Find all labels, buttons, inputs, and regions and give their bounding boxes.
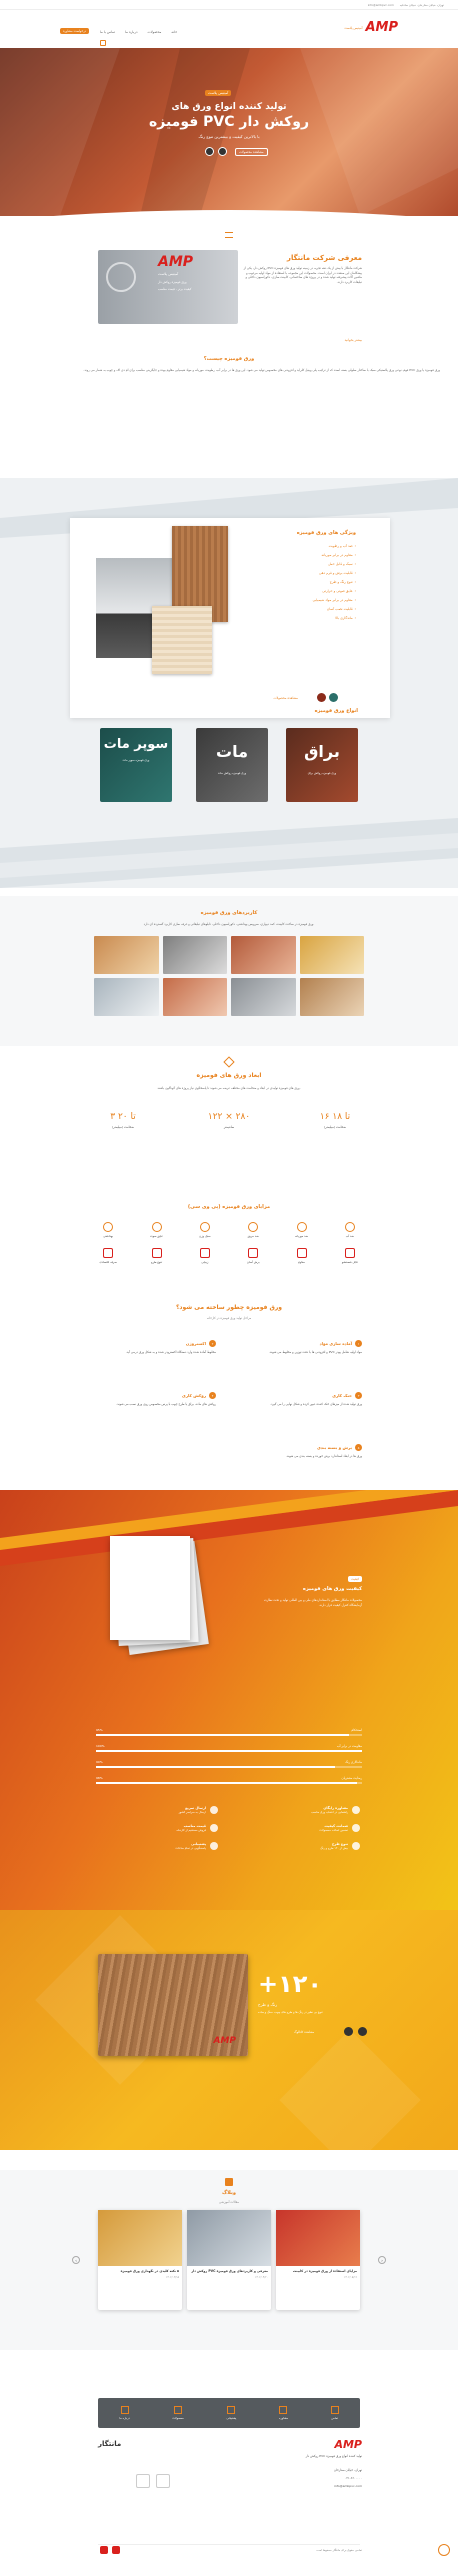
bar-fill — [96, 1750, 362, 1752]
footer — [0, 2434, 458, 2560]
features-icon-1[interactable] — [317, 693, 326, 702]
step-title: آماده سازی مواد — [319, 1341, 352, 1346]
benefits-grid — [84, 1222, 374, 1264]
service-item: ارسال سریع ارسال به سراسر کشور — [100, 1806, 218, 1814]
type-caption: ورق فومیزه روکش براق — [307, 771, 337, 775]
production-step — [242, 1392, 362, 1407]
sizes-title: ابعاد ورق های فومیزه — [196, 1072, 262, 1079]
topbar-address: تهران، خیابان ستارخان، خیابان صادقیه — [399, 3, 444, 7]
service-icon — [352, 1824, 360, 1832]
bar-label: ماندگاری رنگ — [345, 1760, 362, 1764]
feature-item: › مقاوم در برابر مواد شیمیایی — [312, 598, 356, 602]
footer-desc: تولید کننده انواع ورق فومیزه PVC روکش دار — [305, 2454, 362, 2458]
features-icon-2[interactable] — [329, 693, 338, 702]
gallery-image[interactable] — [94, 978, 159, 1016]
blog-card-date: ۱۴۰۲/۰۴/۲۰ — [255, 2276, 268, 2279]
blog-title: وبلاگ — [222, 2190, 236, 2196]
bar-percent: 100% — [96, 1744, 105, 1748]
cta-item[interactable]: تماس — [331, 2406, 339, 2420]
trust-badge[interactable] — [156, 2474, 170, 2488]
step-title: اکستروژن — [185, 1341, 206, 1346]
footer-email[interactable]: info@ambpvc.com — [334, 2484, 362, 2488]
footer-brand: مانتگار — [98, 2440, 122, 2448]
uses-gallery — [94, 936, 364, 1016]
size-value: ۱۶ تا ۱۸ — [319, 1112, 351, 1122]
menu-item[interactable]: تماس با ما — [100, 30, 116, 34]
main-menu — [100, 30, 177, 34]
cta-icon — [279, 2406, 287, 2414]
step-title: خنک کاری — [332, 1393, 352, 1398]
size-value: ۱۲۲ × ۲۸۰ — [207, 1112, 251, 1122]
cta-icon — [121, 2406, 129, 2414]
colors-label: رنگ و طرح — [258, 2002, 278, 2007]
blog-icon — [225, 2178, 233, 2186]
step-number: ۲ — [209, 1340, 216, 1347]
bar-percent: 90% — [96, 1760, 103, 1764]
blog-card-image — [98, 2210, 182, 2266]
colors-catalog-link[interactable]: مشاهده کاتالوگ — [294, 2030, 315, 2034]
gallery-image[interactable] — [231, 936, 296, 974]
features-title: ویژگی های ورق فومیزه — [296, 530, 356, 536]
gallery-image[interactable] — [94, 936, 159, 974]
bar-fill — [96, 1766, 335, 1768]
size-item — [88, 1112, 158, 1129]
blog-card-title: معرفی و کاربردهای ورق فومیزه PVC روکش دار — [191, 2269, 268, 2273]
cta-item[interactable]: درباره ما — [119, 2406, 129, 2420]
blog-section — [0, 2170, 458, 2350]
benefit-item: بهداشتی — [84, 1222, 132, 1238]
sizes-section — [0, 1050, 458, 1180]
benefit-icon — [248, 1222, 258, 1232]
bar-fill — [96, 1734, 349, 1736]
cta-icon — [227, 2406, 235, 2414]
type-caption: ورق فومیزه سوپر مات — [122, 758, 150, 763]
about-body: شرکت مانتگار با بیش از یک دهه تجربه در زمینه تولید ورق های فومیزه PVC روکش دار، یکی از پیشگامان این صنعت در ایران است. محصولات این مجموعه با استفاده از مواد اولیه مرغوب و ماشین آلات پیشرفته تولید شده و در پروژه های ساختمانی، کابینت سازی، دکوراسیون داخلی و تبلیغات کاربرد دارند. — [243, 266, 362, 284]
what-section — [0, 352, 458, 422]
contact-icon[interactable] — [205, 147, 214, 156]
uses-title: کاربردهای ورق فومیزه — [200, 910, 258, 916]
service-icon — [210, 1806, 218, 1814]
colors-body: تنوع بی نظیر در رنگ ها و طرح های چوب، سنگ و ساده — [258, 2010, 323, 2014]
quality-bar — [96, 1728, 362, 1736]
menu-item[interactable]: محصولات — [147, 30, 162, 34]
size-item — [194, 1112, 264, 1129]
benefit-item: عایق صوت — [132, 1222, 180, 1238]
blog-card-date: ۱۴۰۲/۰۵/۱۲ — [344, 2276, 357, 2279]
size-value: ۳ تا ۲۰ — [110, 1112, 136, 1122]
blog-card-date: ۱۴۰۲/۰۳/۱۵ — [166, 2276, 179, 2279]
wood-sample-card — [98, 1954, 248, 2056]
feature-item: › قابلیت نصب آسان — [326, 607, 356, 611]
production-title: ورق فومیزه چطور ساخته می شود؟ — [175, 1304, 283, 1311]
step-title: روکش کاری — [182, 1393, 206, 1398]
gallery-image[interactable] — [163, 978, 228, 1016]
quality-tag: کیفیت — [348, 1576, 362, 1582]
benefit-icon — [103, 1222, 113, 1232]
benefit-item: سبک وزن — [181, 1222, 229, 1238]
what-body: ورق فومیزه یا ورق PVC فوم، نوعی ورق پلاستیکی سبک با ساختار سلولی بسته است که از ترکیب پلی وینیل کلراید و افزودنی های مخصوص تولید می شود. این ورق ها در برابر آب، رطوبت، موریانه و مواد شیمیایی مقاوم بوده و جایگزینی مناسب برای ام دی اف و چوب به شمار می روند. — [83, 368, 440, 372]
blog-card-title: ۵ نکته کلیدی در نگهداری ورق فومیزه — [120, 2269, 179, 2273]
bar-label: مقاومت در برابر آب — [336, 1744, 362, 1748]
cta-strip — [98, 2398, 360, 2428]
menu-item[interactable]: درباره ما — [125, 30, 138, 34]
step-number: ۵ — [355, 1444, 362, 1451]
blog-card-image — [187, 2210, 271, 2266]
colors-count: +۱۲۰ — [258, 1970, 323, 1998]
instagram-icon[interactable] — [100, 2546, 108, 2554]
feature-item: › مقاوم در برابر موریانه — [321, 553, 356, 557]
step-body: مخلوط آماده شده وارد دستگاه اکسترودر شده و به شکل ورق درمی آید. — [125, 1350, 216, 1354]
about-card-logo: AMP — [158, 254, 194, 270]
topbar-email[interactable]: info@ambpvc.com — [367, 3, 394, 7]
benefit-icon — [152, 1222, 162, 1232]
telegram-icon[interactable] — [112, 2546, 120, 2554]
features-section — [0, 478, 458, 888]
scroll-top-button[interactable] — [438, 2544, 450, 2556]
hero-wave — [0, 200, 458, 220]
sizes-body: ورق های فومیزه تولیدی در ابعاد و ضخامت های مختلف عرضه می شوند تا پاسخگوی نیاز پروژه های گوناگون باشند. — [157, 1086, 301, 1090]
cta-item[interactable]: محصولات — [172, 2406, 183, 2420]
consult-button[interactable]: درخواست مشاوره — [60, 28, 89, 34]
hero-banner — [0, 48, 458, 216]
benefit-item: برش آسان — [229, 1248, 277, 1264]
service-item: پشتیبانی پاسخگویی در تمام ساعات — [100, 1842, 218, 1850]
benefit-icon — [103, 1248, 113, 1258]
feature-item: › عایق صوتی و حرارتی — [322, 589, 356, 593]
step-title: برش و بسته بندی — [317, 1445, 352, 1450]
blog-card[interactable] — [98, 2210, 182, 2310]
logo[interactable] — [344, 20, 398, 35]
feature-item: › تنوع رنگ و طرح — [329, 580, 356, 584]
type-name: مات — [216, 742, 248, 761]
slant-bottom — [0, 818, 458, 888]
benefit-icon — [200, 1248, 210, 1258]
service-icon — [352, 1806, 360, 1814]
hero-products-button[interactable]: مشاهده محصولات — [235, 148, 268, 156]
about-read-more-link[interactable]: بیشتر بخوانید — [344, 338, 362, 342]
size-label: ضخامت (میلیمتر) — [112, 1125, 134, 1129]
gallery-image[interactable] — [163, 936, 228, 974]
hero-title-2: فومیزه PVC روکش دار — [148, 114, 310, 130]
blog-card-image — [276, 2210, 360, 2266]
benefit-item: مقاوم — [277, 1248, 325, 1264]
about-card-brand: آمیتیس پلاست — [158, 272, 179, 276]
bar-label: استحکام — [351, 1728, 362, 1732]
blog-subtitle: مقالات آموزشی — [219, 2200, 239, 2204]
about-card-line2: کیفیت برتر - قیمت مناسب — [158, 287, 192, 291]
bar-percent: 98% — [96, 1776, 103, 1780]
feature-item: › قابلیت برش و فرم دهی — [318, 571, 356, 575]
type-caption: ورق فومیزه روکش مات — [217, 771, 247, 775]
cta-icon — [174, 2406, 182, 2414]
type-name: براق — [304, 742, 340, 761]
quality-bars — [96, 1728, 362, 1784]
main-header — [0, 12, 458, 48]
footer-logo[interactable]: AMP — [334, 2438, 362, 2451]
footer-divider — [98, 2544, 360, 2545]
step-body: مواد اولیه شامل پودر PVC و افزودنی ها با دقت توزین و مخلوط می شوند. — [268, 1350, 362, 1354]
paper-stack-image — [110, 1536, 210, 1656]
benefit-item: صرفه اقتصادی — [84, 1248, 132, 1264]
hero-panels-graphic — [0, 48, 458, 216]
benefit-item: ضد آب — [326, 1222, 374, 1238]
service-icon — [352, 1842, 360, 1850]
sizes-icon — [223, 1056, 234, 1067]
gallery-image[interactable] — [300, 936, 365, 974]
bar-percent: 95% — [96, 1728, 103, 1732]
cta-icon — [331, 2406, 339, 2414]
play-icon[interactable] — [218, 147, 227, 156]
service-item: مشاوره رایگان راهنمایی در انتخاب ورق مناسب — [242, 1806, 360, 1814]
type-card-gloss[interactable] — [286, 728, 358, 802]
production-subtitle: مراحل تولید ورق فومیزه در کارخانه — [206, 1316, 252, 1320]
type-card-supermatte[interactable] — [100, 728, 172, 802]
production-step — [96, 1340, 216, 1355]
feature-item: › ماندگاری بالا — [335, 616, 356, 620]
size-item — [300, 1112, 370, 1129]
benefit-icon — [297, 1248, 307, 1258]
blog-card[interactable] — [187, 2210, 271, 2310]
carousel-prev-button[interactable]: ‹ — [72, 2256, 80, 2264]
quality-body: محصولات مانتگار مطابق با استانداردهای ملی و بین المللی تولید و تحت نظارت آزمایشگاه کنترل کیفیت قرار دارند. — [263, 1598, 362, 1607]
quality-stripes — [0, 1490, 458, 1570]
feature-item: › ضد آب و رطوبت — [328, 544, 356, 548]
logo-sub: آمیتیس پلاست — [344, 25, 363, 30]
catalog-icon-1[interactable] — [344, 2027, 353, 2036]
quality-bar — [96, 1744, 362, 1752]
step-number: ۱ — [355, 1340, 362, 1347]
benefit-item: ضد حریق — [229, 1222, 277, 1238]
trust-badge[interactable] — [136, 2474, 150, 2488]
step-body: ورق ها در ابعاد استاندارد برش خورده و بسته بندی می شوند. — [285, 1454, 362, 1458]
catalog-icon-2[interactable] — [358, 2027, 367, 2036]
benefit-icon — [297, 1222, 307, 1232]
quality-title: کیفیت ورق های فومیزه — [302, 1586, 362, 1592]
blog-card[interactable] — [276, 2210, 360, 2310]
about-card-emblem — [106, 262, 136, 292]
uses-section — [0, 896, 458, 1046]
benefit-item: ضد موریانه — [277, 1222, 325, 1238]
service-icon — [210, 1842, 218, 1850]
services-grid — [100, 1806, 360, 1850]
gallery-image[interactable] — [300, 978, 365, 1016]
footer-phone[interactable]: ۰۲۱-۶۶۰۰۰۰۰ — [344, 2476, 362, 2480]
size-label: ضخامت (میلیمتر) — [324, 1125, 346, 1129]
benefit-icon — [248, 1248, 258, 1258]
step-number: ۳ — [355, 1392, 362, 1399]
quality-bar — [96, 1760, 362, 1768]
step-body: ورق تولید شده از میزهای خنک کننده عبور کرده و شکل نهایی را می گیرد. — [270, 1402, 362, 1406]
top-bar — [0, 0, 458, 10]
quality-section — [0, 1490, 458, 1910]
cart-icon[interactable] — [100, 40, 106, 46]
production-step — [242, 1444, 362, 1459]
service-item: ضمانت کیفیت تضمین اصالت محصولات — [242, 1824, 360, 1832]
carousel-next-button[interactable]: › — [378, 2256, 386, 2264]
size-label: سانتیمتر — [223, 1125, 235, 1129]
uses-body: ورق فومیزه در ساخت کابینت، کمد دیواری، سرویس بهداشتی، دکوراسیون داخلی، تابلوهای تبلیغاتی و غرفه سازی کاربرد گسترده ای دارد. — [143, 922, 315, 926]
footer-copyright: تمامی حقوق برای مانتگار محفوظ است — [316, 2548, 362, 2552]
hero-tag: آمیتیس پلاست — [205, 90, 231, 96]
benefit-item: تنوع طرح — [132, 1248, 180, 1264]
what-title: ورق فومیزه چیست؟ — [203, 356, 255, 362]
benefits-title: مزایای ورق فومیزه (پی وی سی) — [187, 1204, 271, 1210]
colors-section — [0, 1910, 458, 2150]
hero-title-1: تولید کننده انواع ورق های — [171, 102, 287, 112]
benefit-item: قابل شستشو — [326, 1248, 374, 1264]
production-section — [0, 1300, 458, 1490]
hero-subtitle: با بالاترین کیفیت و بیشترین تنوع رنگ — [198, 134, 260, 139]
step-number: ۴ — [209, 1392, 216, 1399]
menu-icon[interactable] — [225, 232, 233, 238]
bar-label: رضایت مشتریان — [341, 1776, 362, 1780]
benefit-icon — [152, 1248, 162, 1258]
benefit-icon — [345, 1248, 355, 1258]
service-item: تنوع طرح بیش از ۱۲۰ طرح و رنگ — [242, 1842, 360, 1850]
service-icon — [210, 1824, 218, 1832]
about-card-line1: ورق فومیزه روکش دار — [158, 280, 187, 284]
service-item: قیمت مناسب فروش مستقیم از کارخانه — [100, 1824, 218, 1832]
cta-item[interactable]: پشتیبانی — [226, 2406, 236, 2420]
step-body: روکش های مات، براق یا طرح چوب با پرس مخصوص روی ورق نصب می شوند. — [116, 1402, 216, 1406]
wood-sample-2 — [152, 606, 212, 674]
logo-text: AMP — [365, 20, 398, 35]
menu-item[interactable]: خانه — [171, 30, 178, 34]
quality-bar — [96, 1776, 362, 1784]
benefit-icon — [345, 1222, 355, 1232]
cta-item[interactable]: مشاوره — [279, 2406, 288, 2420]
benefit-item: زیبایی — [181, 1248, 229, 1264]
blog-card-title: مزایای استفاده از ورق فومیزه در کابینت — [292, 2269, 357, 2273]
bar-fill — [96, 1782, 357, 1784]
type-name: سوپر مات — [103, 737, 169, 752]
features-list — [313, 544, 356, 620]
footer-address: تهران، خیابان ستارخان — [333, 2468, 362, 2472]
features-products-link[interactable]: مشاهده محصولات — [273, 696, 298, 700]
type-card-matte[interactable] — [196, 728, 268, 802]
about-section — [0, 248, 458, 348]
feature-item: › سبک و قابل حمل — [328, 562, 356, 566]
types-title: انواع ورق فومیزه — [314, 708, 358, 714]
about-title: معرفی شرکت مانتگار — [286, 254, 362, 262]
production-step — [96, 1392, 216, 1407]
benefits-section — [0, 1196, 458, 1296]
benefit-icon — [200, 1222, 210, 1232]
about-image-card — [98, 250, 238, 324]
production-step — [242, 1340, 362, 1355]
gallery-image[interactable] — [231, 978, 296, 1016]
wood-card-logo: AMP — [213, 2036, 236, 2046]
